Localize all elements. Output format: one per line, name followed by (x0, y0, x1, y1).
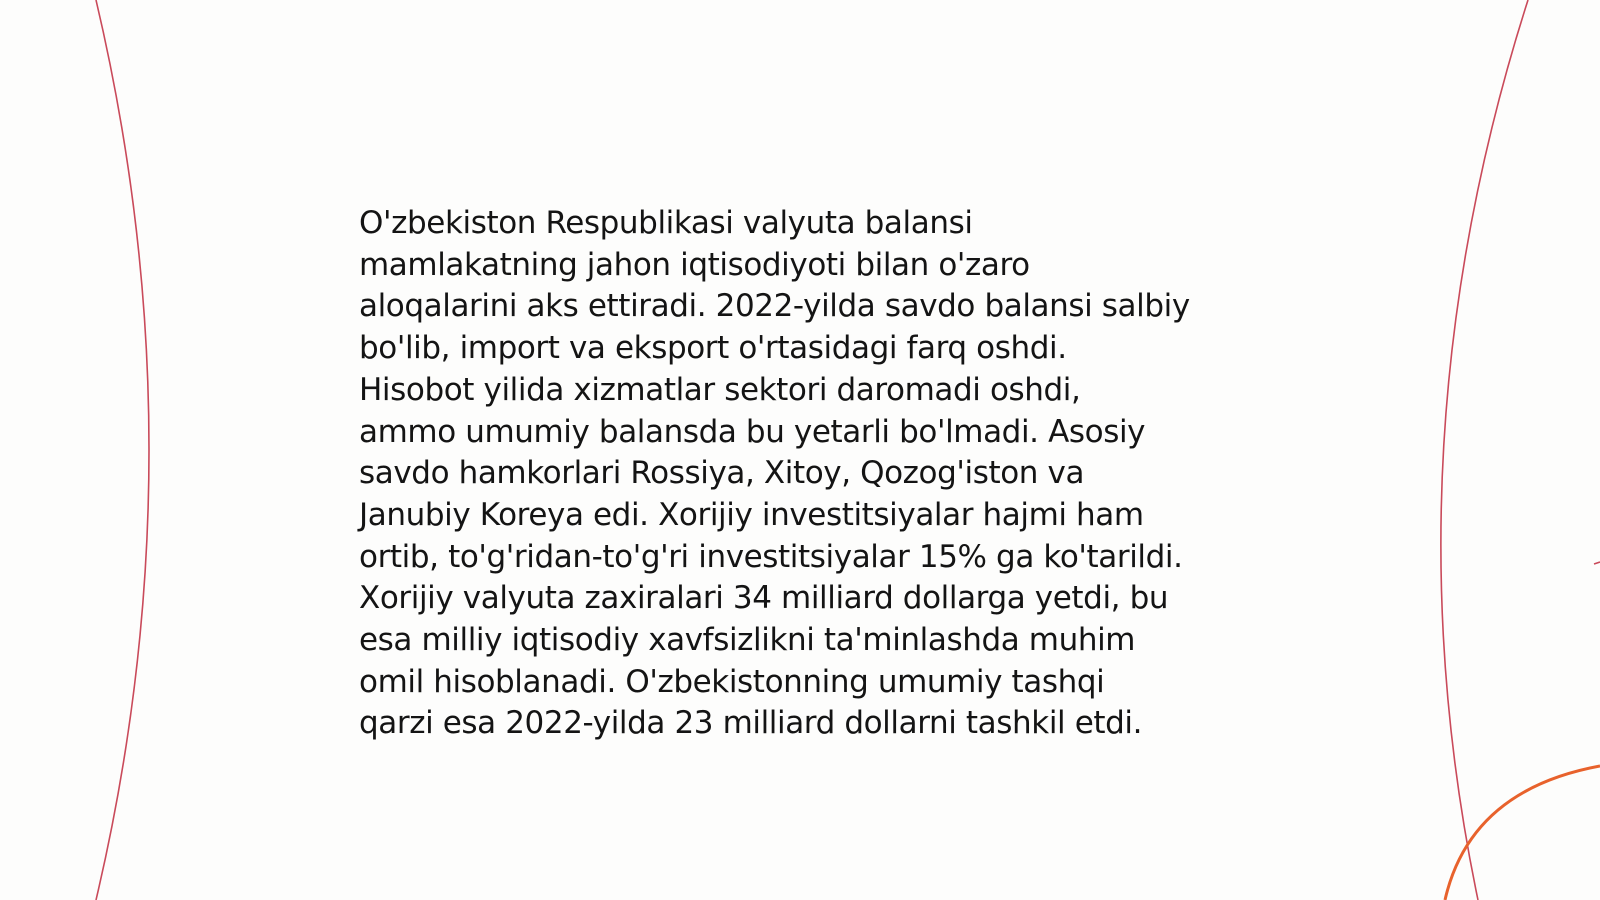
paragraph-line: Xorijiy valyuta zaxiralari 34 milliard dollarga yetdi, bu (359, 580, 1169, 617)
paragraph-line: Janubiy Koreya edi. Xorijiy investitsiyalar hajmi ham (359, 496, 1144, 533)
paragraph-line: ortib, to'g'ridan-to'g'ri investitsiyalar 15% ga ko'tarildi. (359, 538, 1183, 575)
paragraph-line: savdo hamkorlari Rossiya, Xitoy, Qozog'iston va (359, 455, 1085, 492)
right-curve-line (1441, 0, 1528, 900)
paragraph-line: bo'lib, import va eksport o'rtasidagi farq oshdi. (359, 330, 1067, 367)
right-edge-tick (1594, 562, 1600, 564)
bottom-right-arc (1445, 766, 1600, 900)
body-paragraph (359, 203, 1259, 745)
paragraph-line: omil hisoblanadi. O'zbekistonning umumiy tashqi (359, 663, 1105, 700)
left-curve-line (96, 0, 149, 900)
paragraph-line: O'zbekiston Respublikasi valyuta balansi (359, 205, 973, 241)
paragraph-line: Hisobot yilida xizmatlar sektori daromadi oshdi, (359, 371, 1081, 408)
paragraph-line: mamlakatning jahon iqtisodiyoti bilan o'zaro (359, 246, 1030, 283)
paragraph-line: esa milliy iqtisodiy xavfsizlikni ta'minlashda muhim (359, 622, 1136, 659)
paragraph-line: qarzi esa 2022-yilda 23 milliard dollarni tashkil etdi. (359, 705, 1143, 742)
paragraph-line: aloqalarini aks ettiradi. 2022-yilda savdo balansi salbiy (359, 288, 1190, 325)
paragraph-line: ammo umumiy balansda bu yetarli bo'lmadi. Asosiy (359, 413, 1146, 450)
